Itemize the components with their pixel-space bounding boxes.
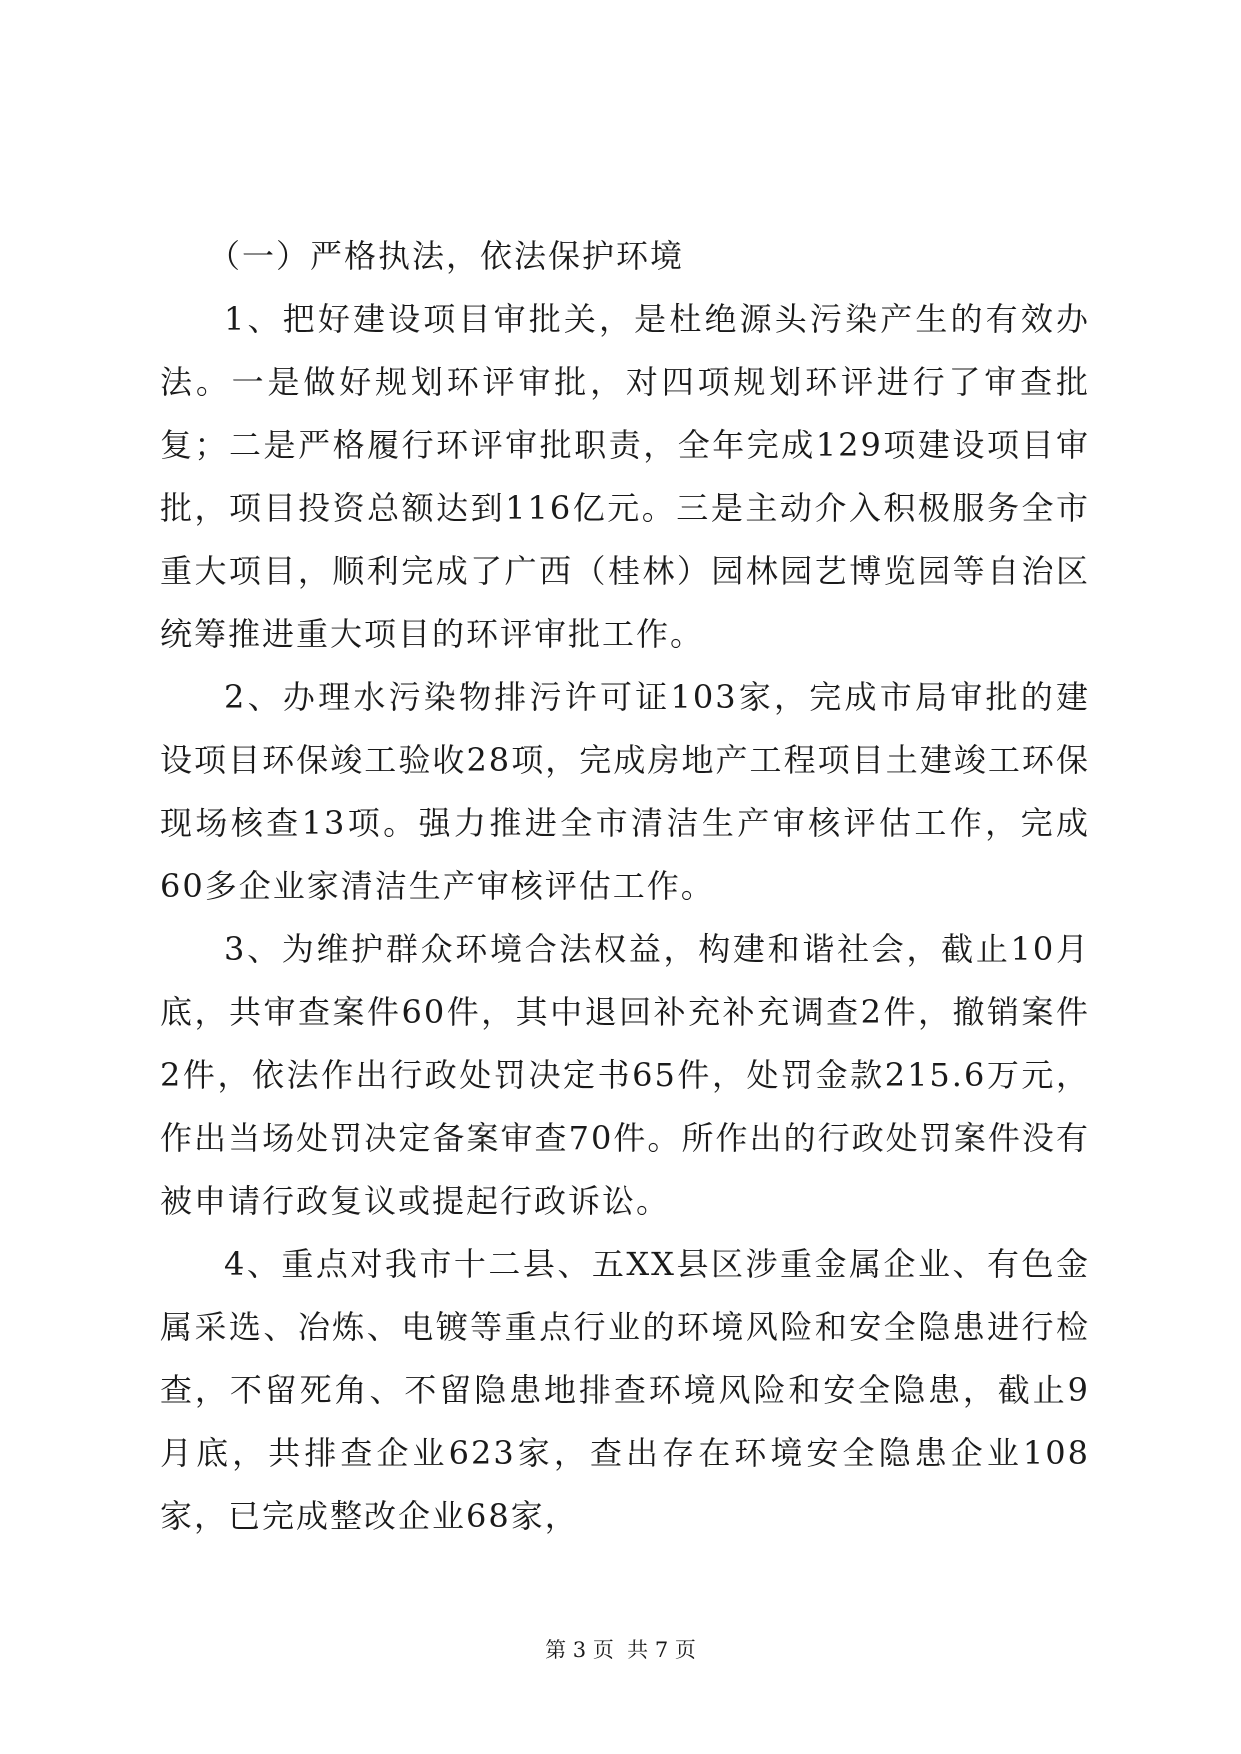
document-body	[160, 225, 1090, 1548]
paragraph-4: 4、重点对我市十二县、五XX县区涉重金属企业、有色金属采选、冶炼、电镀等重点行业的环境风险和安全隐患进行检查，不留死角、不留隐患地排查环境风险和安全隐患，截止9月底，共排查企业623家，查出存在环境安全隐患企业108家，已完成整改企业68家，	[160, 1245, 1090, 1535]
paragraph-1: 1、把好建设项目审批关，是杜绝源头污染产生的有效办法。一是做好规划环评审批，对四项规划环评进行了审查批复；二是严格履行环评审批职责，全年完成129项建设项目审批，项目投资总额达到116亿元。三是主动介入积极服务全市重大项目，顺利完成了广西（桂林）园林园艺博览园等自治区统筹推进重大项目的环评审批工作。	[160, 300, 1090, 653]
paragraph-2: 2、办理水污染物排污许可证103家，完成市局审批的建设项目环保竣工验收28项，完成房地产工程项目土建竣工环保现场核查13项。强力推进全市清洁生产审核评估工作，完成60多企业家清洁生产审核评估工作。	[160, 678, 1090, 905]
page-number-footer: 第 3 页 共 7 页	[545, 1638, 696, 1662]
section-heading: （一）严格执法，依法保护环境	[208, 237, 685, 275]
paragraph-3: 3、为维护群众环境合法权益，构建和谐社会，截止10月底，共审查案件60件，其中退回补充补充调查2件，撤销案件2件，依法作出行政处罚决定书65件，处罚金款215.6万元，作出当场处罚决定备案审查70件。所作出的行政处罚案件没有被申请行政复议或提起行政诉讼。	[160, 930, 1090, 1220]
